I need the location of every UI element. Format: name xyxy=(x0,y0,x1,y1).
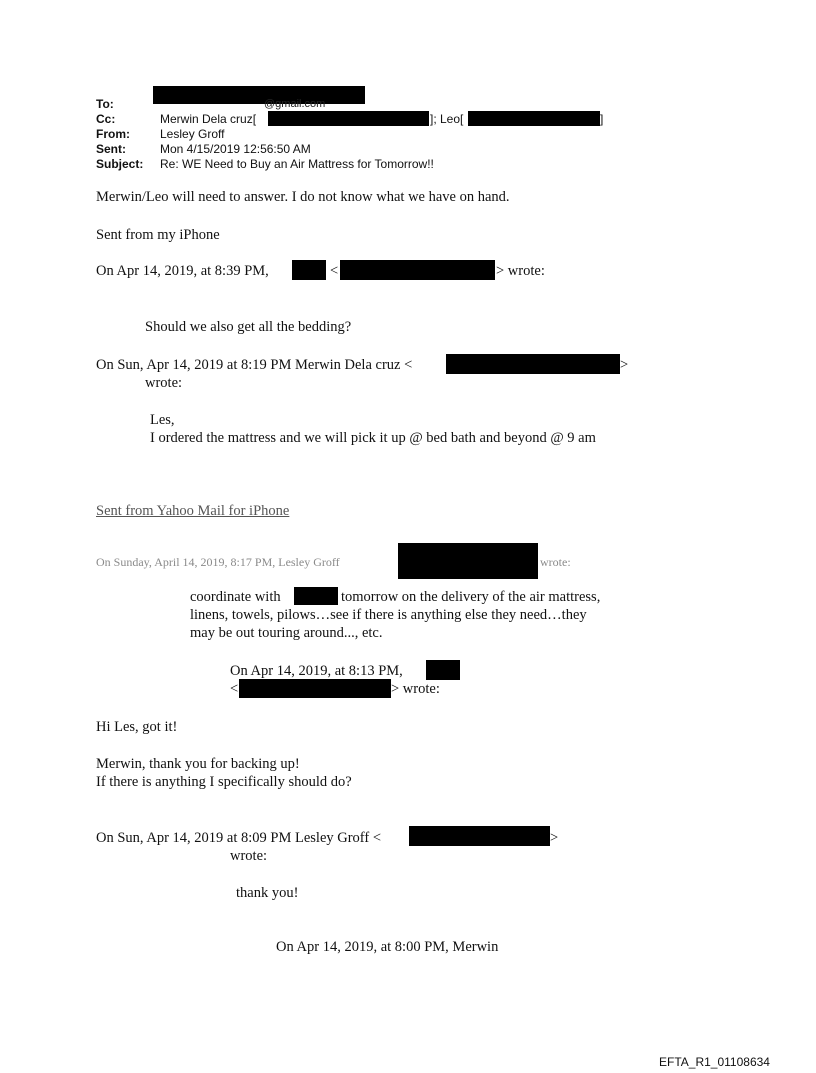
message-text: I ordered the mattress and we will pick it up @ bed bath and beyond @ 9 am xyxy=(150,430,596,446)
cc-value-leo: ]; Leo[ xyxy=(430,112,464,126)
redaction-block xyxy=(409,826,550,846)
message-text: linens, towels, pilows…see if there is anything else they need…they xyxy=(190,607,587,623)
message-text: Merwin, thank you for backing up! xyxy=(96,756,300,772)
redaction-block xyxy=(446,354,620,374)
redaction-block xyxy=(398,543,538,579)
yahoo-link[interactable]: Sent from Yahoo Mail for iPhone xyxy=(96,503,290,519)
cc-value-end: ] xyxy=(600,112,604,126)
quote-header: On Sun, Apr 14, 2019 at 8:19 PM Merwin Dela cruz < xyxy=(96,357,413,373)
quote-header: wrote: xyxy=(145,375,183,391)
redaction-block xyxy=(340,260,495,280)
message-text: Merwin/Leo will need to answer. I do not know what we have on hand. xyxy=(96,189,510,205)
quote-header: > wrote: xyxy=(496,263,545,279)
quote-header: On Sunday, April 14, 2019, 8:17 PM, Lesley Groff xyxy=(96,555,340,569)
subject-value: Re: WE Need to Buy an Air Mattress for Tomorrow!! xyxy=(160,157,434,171)
header-to xyxy=(96,97,114,111)
redaction-block xyxy=(292,260,326,280)
document-id: EFTA_R1_01108634 xyxy=(659,1055,770,1069)
redaction-block xyxy=(426,660,460,680)
redaction-block xyxy=(468,111,600,126)
redaction-block xyxy=(294,587,338,605)
quote-header: > xyxy=(620,357,629,373)
quote-header: On Apr 14, 2019, at 8:39 PM, xyxy=(96,263,269,279)
redaction-block xyxy=(239,679,391,698)
message-text: thank you! xyxy=(236,885,299,901)
message-text: Should we also get all the bedding? xyxy=(145,319,352,335)
quote-header: > xyxy=(550,830,559,846)
quote-header: < xyxy=(230,681,239,697)
message-text: coordinate with xyxy=(190,589,281,605)
message-text: Hi Les, got it! xyxy=(96,719,178,735)
quote-header: wrote: xyxy=(230,848,268,864)
message-text: may be out touring around..., etc. xyxy=(190,625,383,641)
quote-header: > wrote: xyxy=(391,681,440,697)
cc-label: Cc: xyxy=(96,112,116,126)
redaction-block xyxy=(153,86,365,104)
message-text: If there is anything I specifically should do? xyxy=(96,774,352,790)
to-value: @gmail.com xyxy=(264,98,326,110)
redaction-block xyxy=(268,111,429,126)
sent-value: Mon 4/15/2019 12:56:50 AM xyxy=(160,142,311,156)
cc-value: Merwin Dela cruz[ xyxy=(160,112,257,126)
subject-label: Subject: xyxy=(96,157,144,171)
sent-label: Sent: xyxy=(96,142,126,156)
quote-header: wrote: xyxy=(540,555,571,569)
from-label: From: xyxy=(96,127,130,141)
quote-header: On Sun, Apr 14, 2019 at 8:09 PM Lesley Groff < xyxy=(96,830,382,846)
message-text: Sent from my iPhone xyxy=(96,227,220,243)
quote-header: On Apr 14, 2019, at 8:00 PM, Merwin xyxy=(276,939,499,955)
message-text: tomorrow on the delivery of the air mattress, xyxy=(341,589,601,605)
message-text: Les, xyxy=(150,412,175,428)
quote-header: < xyxy=(330,263,339,279)
quote-header: On Apr 14, 2019, at 8:13 PM, xyxy=(230,663,403,679)
to-label: To: xyxy=(96,97,114,111)
from-value: Lesley Groff xyxy=(160,127,225,141)
